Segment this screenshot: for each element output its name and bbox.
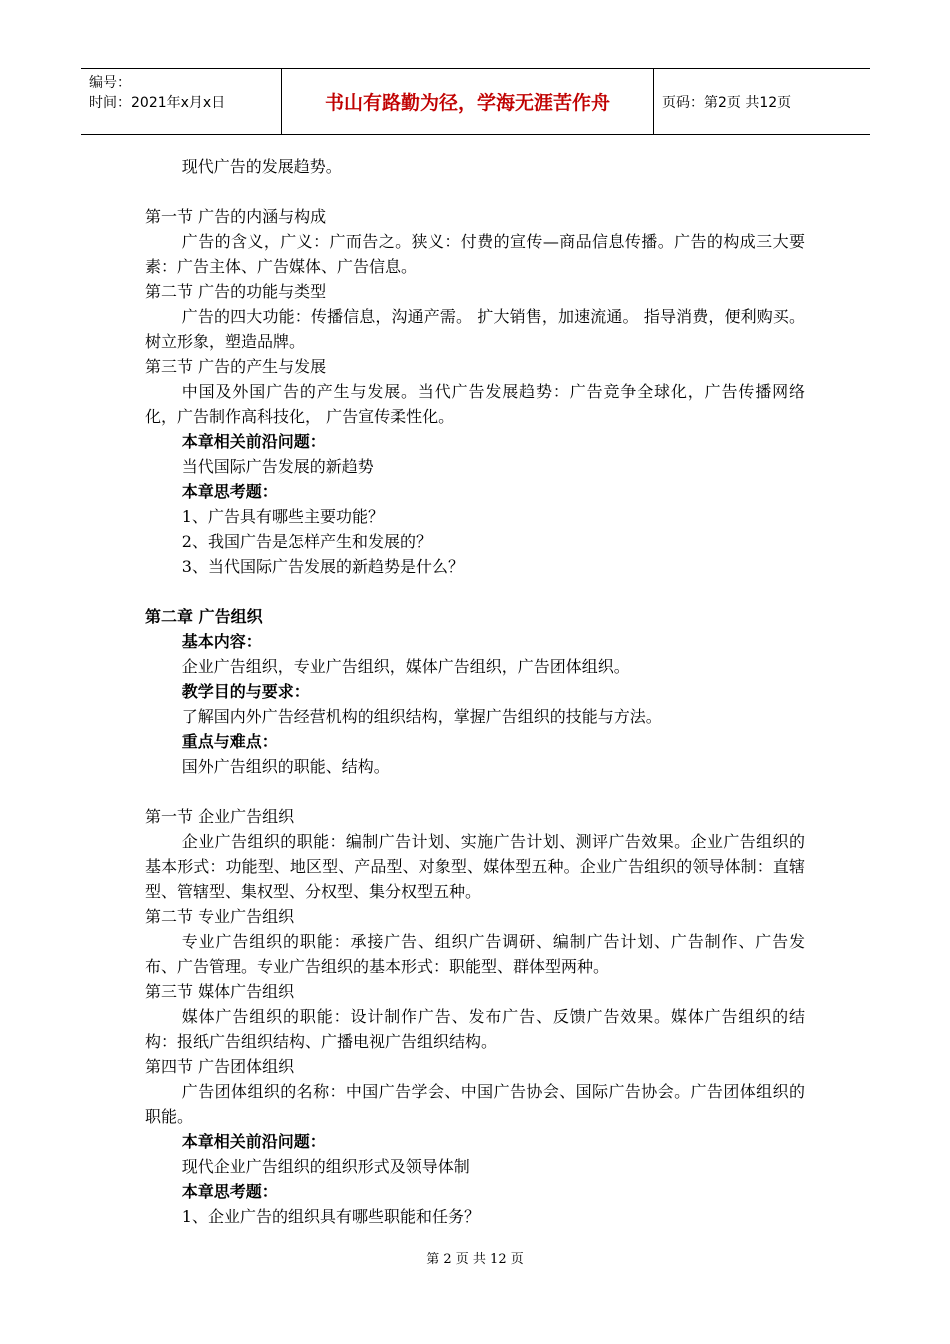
paragraph: 广告的含义，广义：广而告之。狭义：付费的宣传—商品信息传播。广告的构成三大要素：广告主体、广告媒体、广告信息。	[145, 232, 805, 276]
section-heading: 第一节 企业广告组织	[145, 807, 295, 826]
header-date: 时间：2021年x月x日	[89, 95, 226, 111]
header-info	[81, 69, 281, 134]
page-header	[81, 68, 870, 135]
paragraph: 广告的四大功能：传播信息，沟通产需。 扩大销售，加速流通。 指导消费，便利购买。 树立形象，塑造品牌。	[145, 307, 805, 351]
frontier-text: 现代企业广告组织的组织形式及领导体制	[181, 1157, 470, 1176]
key-points-heading: 重点与难点：	[181, 732, 278, 751]
question-item: 2、我国广告是怎样产生和发展的？	[181, 532, 432, 551]
header-motto: 书山有路勤为径，学海无涯苦作舟	[281, 69, 654, 134]
basic-content-heading: 基本内容：	[181, 632, 262, 651]
header-page-number: 页码：第2页 共12页	[662, 94, 792, 111]
page-footer: 第 2 页 共 12 页	[426, 1252, 524, 1267]
section-heading: 第四节 广告团体组织	[145, 1057, 295, 1076]
chapter-title: 第二章 广告组织	[145, 607, 263, 626]
questions-heading: 本章思考题：	[181, 482, 278, 501]
questions-heading: 本章思考题：	[181, 1182, 278, 1201]
frontier-text: 当代国际广告发展的新趋势	[181, 457, 374, 476]
paragraph: 企业广告组织的职能：编制广告计划、实施广告计划、测评广告效果。企业广告组织的基本形式：功能型、地区型、产品型、对象型、媒体型五种。企业广告组织的领导体制：直辖型、管辖型、集权型、分权型、集分权型五种。	[145, 832, 805, 901]
question-item: 1、企业广告的组织具有哪些职能和任务？	[181, 1207, 480, 1226]
basic-content-text: 企业广告组织，专业广告组织，媒体广告组织，广告团体组织。	[181, 657, 630, 676]
question-item: 1、广告具有哪些主要功能？	[181, 507, 384, 526]
frontier-heading: 本章相关前沿问题：	[181, 432, 326, 451]
section-heading: 第二节 广告的功能与类型	[145, 282, 327, 301]
goal-text: 了解国内外广告经营机构的组织结构，掌握广告组织的技能与方法。	[181, 707, 662, 726]
section-heading: 第二节 专业广告组织	[145, 907, 295, 926]
paragraph: 媒体广告组织的职能：设计制作广告、发布广告、反馈广告效果。媒体广告组织的结构：报纸广告组织结构、广播电视广告组织结构。	[145, 1007, 805, 1051]
section-heading: 第三节 媒体广告组织	[145, 982, 295, 1001]
section-heading: 第一节 广告的内涵与构成	[145, 207, 327, 226]
header-number: 编号：	[89, 75, 131, 91]
document-body	[145, 154, 805, 1229]
section-heading: 第三节 广告的产生与发展	[145, 357, 327, 376]
paragraph: 广告团体组织的名称：中国广告学会、中国广告协会、国际广告协会。广告团体组织的职能。	[145, 1082, 805, 1126]
question-item: 3、当代国际广告发展的新趋势是什么？	[181, 557, 464, 576]
paragraph: 专业广告组织的职能：承接广告、组织广告调研、编制广告计划、广告制作、广告发布、广告管理。专业广告组织的基本形式：职能型、群体型两种。	[145, 932, 805, 976]
paragraph: 中国及外国广告的产生与发展。当代广告发展趋势：广告竞争全球化，广告传播网络化，广告制作高科技化， 广告宣传柔性化。	[145, 382, 805, 426]
key-points-text: 国外广告组织的职能、结构。	[181, 757, 390, 776]
text-line: 现代广告的发展趋势。	[181, 157, 342, 176]
goal-heading: 教学目的与要求：	[181, 682, 310, 701]
frontier-heading: 本章相关前沿问题：	[181, 1132, 326, 1151]
